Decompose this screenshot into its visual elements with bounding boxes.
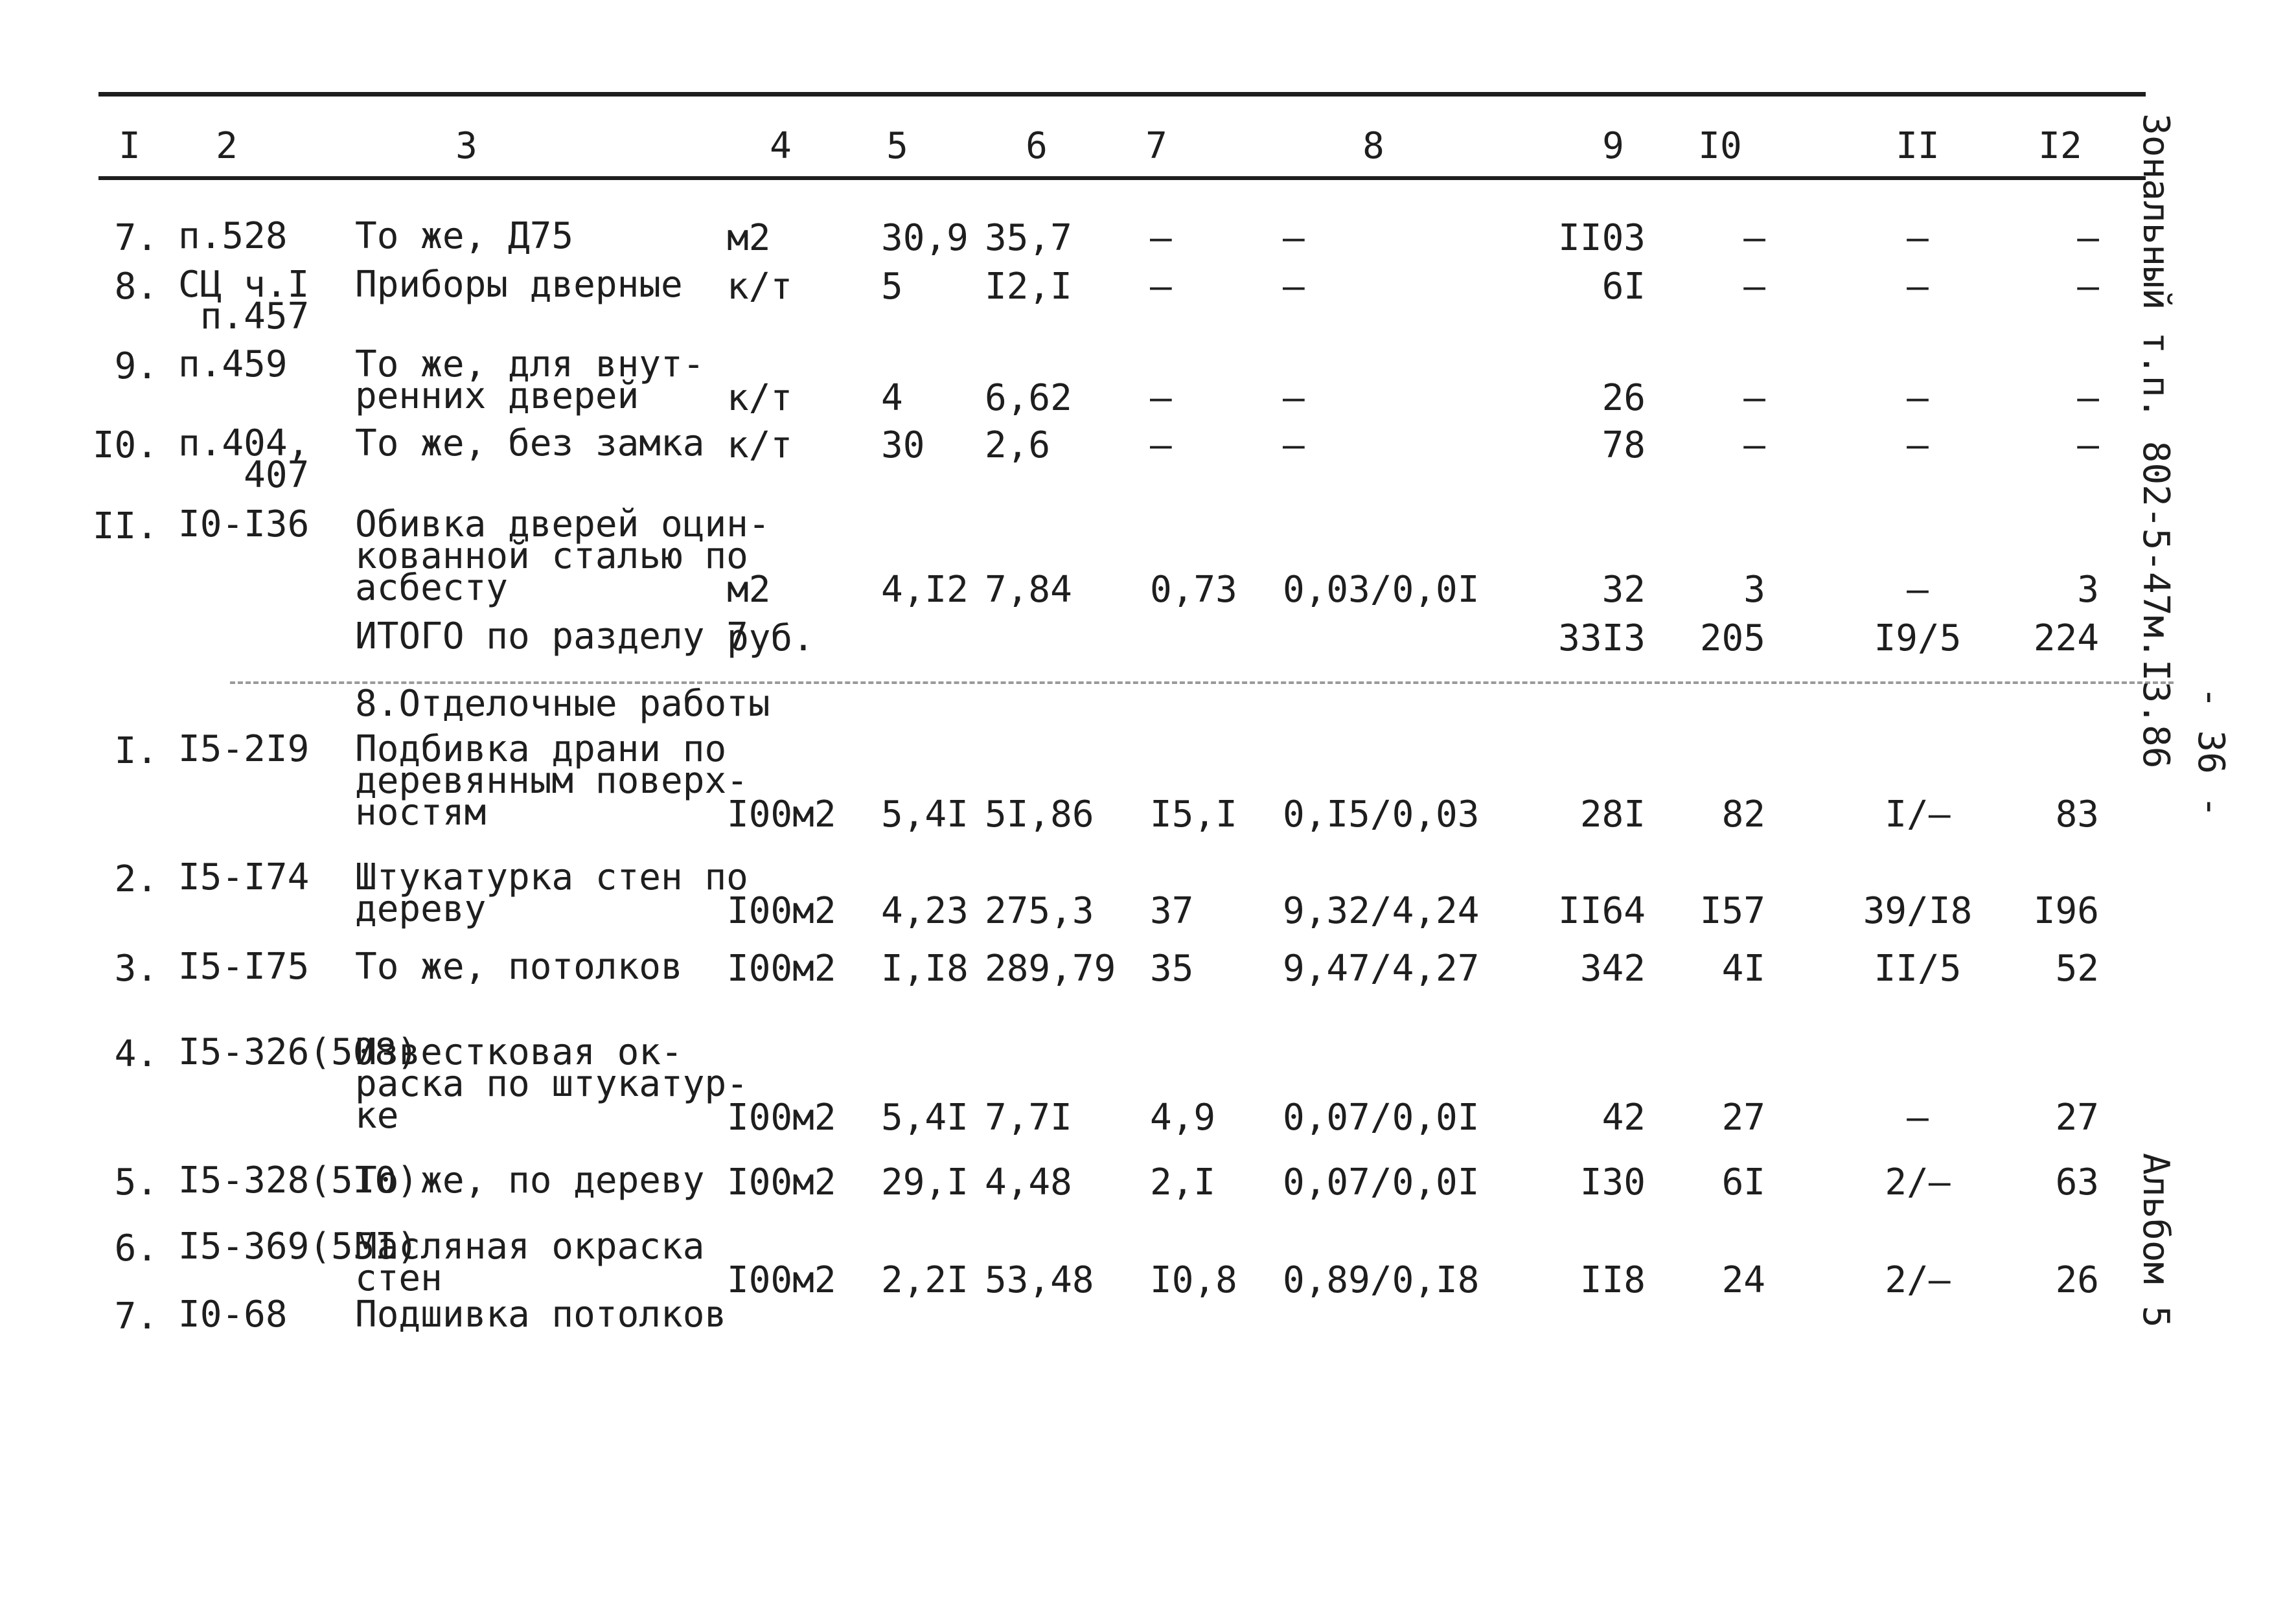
value-col-6: 4,48 <box>985 1161 1072 1203</box>
value-col-5: I,I8 <box>881 948 969 990</box>
value-col-12: I96 <box>2033 890 2099 932</box>
table-top-rule <box>98 92 2146 97</box>
column-header: 7 <box>1145 125 1167 167</box>
value-col-8: – <box>1283 424 1305 466</box>
row-number: II. <box>92 505 158 547</box>
value-col-6: 6,62 <box>985 377 1072 419</box>
work-name: ИТОГО по разделу 7 <box>355 615 748 657</box>
unit-cell: I00м2 <box>727 793 836 836</box>
row-number: 3. <box>114 948 158 990</box>
value-col-11: I/– <box>1885 793 1951 836</box>
value-col-6: 7,7I <box>985 1097 1072 1139</box>
column-header: II <box>1896 125 1940 167</box>
value-col-6: 53,48 <box>985 1259 1094 1301</box>
value-col-6: 5I,86 <box>985 793 1094 836</box>
rate-code: I5-328(5I0) <box>178 1159 419 1202</box>
value-col-7: 4,9 <box>1150 1097 1216 1139</box>
column-header: 9 <box>1602 125 1624 167</box>
value-col-9: I30 <box>1579 1161 1646 1203</box>
value-col-9: II64 <box>1558 890 1646 932</box>
work-name: То же, для внут- ренних дверей <box>355 343 705 417</box>
value-col-10: 6I <box>1721 1161 1765 1203</box>
value-col-12: 63 <box>2055 1161 2099 1203</box>
value-col-9: 78 <box>1601 424 1646 466</box>
rate-code: СЦ ч.I п.457 <box>178 264 310 337</box>
value-col-8: 9,32/4,24 <box>1283 890 1480 932</box>
value-col-7: 35 <box>1150 948 1194 990</box>
value-col-7: – <box>1150 217 1172 259</box>
row-number: I0. <box>92 424 158 466</box>
row-number: I. <box>114 730 158 772</box>
column-header: 5 <box>886 125 908 167</box>
value-col-6: 7,84 <box>985 569 1072 611</box>
column-header: 6 <box>1026 125 1048 167</box>
rate-code: I5-369(55I) <box>178 1225 419 1268</box>
value-col-6: 289,79 <box>985 948 1116 990</box>
value-col-10: – <box>1743 424 1765 466</box>
work-name: Штукатурка стен по дереву <box>355 856 748 930</box>
value-col-11: – <box>1907 569 1929 611</box>
value-col-12: – <box>2077 217 2099 259</box>
value-col-8: – <box>1283 266 1305 308</box>
row-number: 9. <box>114 345 158 387</box>
work-name: Подшивка потолков <box>355 1294 727 1336</box>
value-col-8: 0,07/0,0I <box>1283 1161 1480 1203</box>
value-col-6: 2,6 <box>985 424 1051 466</box>
value-col-10: – <box>1743 217 1765 259</box>
column-header: 8 <box>1362 125 1384 167</box>
value-col-6: 275,3 <box>985 890 1094 932</box>
rate-code: I0-I36 <box>178 503 310 545</box>
value-col-12: – <box>2077 266 2099 308</box>
rate-code: I5-I75 <box>178 946 310 988</box>
unit-cell: м2 <box>727 569 771 611</box>
value-col-11: – <box>1907 1097 1929 1139</box>
column-header: 2 <box>216 125 238 167</box>
column-header: I2 <box>2038 125 2082 167</box>
value-col-7: 2,I <box>1150 1161 1216 1203</box>
value-col-7: I0,8 <box>1150 1259 1237 1301</box>
work-name: То же, без замка <box>355 422 705 464</box>
value-col-10: 3 <box>1743 569 1765 611</box>
rate-code: I5-I74 <box>178 856 310 898</box>
value-col-8: 0,03/0,0I <box>1283 569 1480 611</box>
value-col-6: I2,I <box>985 266 1072 308</box>
value-col-11: 2/– <box>1885 1259 1951 1301</box>
value-col-5: 4,I2 <box>881 569 969 611</box>
work-name: Подбивка драни по деревянным поверх- ностям <box>355 728 748 834</box>
value-col-9: 28I <box>1579 793 1646 836</box>
rate-code: I0-68 <box>178 1294 288 1336</box>
row-number: 2. <box>114 858 158 900</box>
row-number: 5. <box>114 1161 158 1203</box>
work-name: То же, по дереву <box>355 1159 705 1202</box>
value-col-9: II8 <box>1579 1259 1646 1301</box>
page-number: - 36 - <box>2190 687 2232 818</box>
value-col-11: – <box>1907 424 1929 466</box>
work-name: 8.Отделочные работы <box>355 683 770 725</box>
unit-cell: I00м2 <box>727 1161 836 1203</box>
value-col-5: 30,9 <box>881 217 969 259</box>
value-col-9: 342 <box>1579 948 1646 990</box>
unit-cell: I00м2 <box>727 948 836 990</box>
row-number: 7. <box>114 217 158 259</box>
unit-cell: руб. <box>727 617 814 659</box>
unit-cell: м2 <box>727 217 771 259</box>
value-col-5: 2,2I <box>881 1259 969 1301</box>
value-col-7: 0,73 <box>1150 569 1237 611</box>
column-header: 3 <box>455 125 477 167</box>
value-col-5: 4,23 <box>881 890 969 932</box>
value-col-11: – <box>1907 377 1929 419</box>
value-col-9: 42 <box>1601 1097 1646 1139</box>
column-header: I <box>119 125 141 167</box>
value-col-8: 0,I5/0,03 <box>1283 793 1480 836</box>
value-col-5: 5,4I <box>881 1097 969 1139</box>
work-name: Известковая ок- раска по штукатур- ке <box>355 1031 748 1137</box>
value-col-8: 9,47/4,27 <box>1283 948 1480 990</box>
value-col-7: I5,I <box>1150 793 1237 836</box>
work-name: Масляная окраска стен <box>355 1225 705 1299</box>
column-header: I0 <box>1698 125 1742 167</box>
rate-code: I5-2I9 <box>178 728 310 770</box>
value-col-12: – <box>2077 377 2099 419</box>
value-col-11: II/5 <box>1874 948 1962 990</box>
unit-cell: I00м2 <box>727 890 836 932</box>
document-reference: Зональный т.п. 802-5-47м.I3.86 <box>2135 113 2177 769</box>
value-col-6: 35,7 <box>985 217 1072 259</box>
value-col-8: 0,07/0,0I <box>1283 1097 1480 1139</box>
value-col-9: 32 <box>1601 569 1646 611</box>
value-col-5: 5 <box>881 266 903 308</box>
rate-code: п.459 <box>178 343 288 385</box>
rate-code: п.404, 407 <box>178 422 310 496</box>
unit-cell: к/т <box>727 266 793 308</box>
value-col-10: 24 <box>1721 1259 1765 1301</box>
value-col-9: 6I <box>1601 266 1646 308</box>
value-col-11: – <box>1907 217 1929 259</box>
value-col-5: 4 <box>881 377 903 419</box>
unit-cell: I00м2 <box>727 1097 836 1139</box>
value-col-9: 33I3 <box>1558 617 1646 659</box>
value-col-10: 82 <box>1721 793 1765 836</box>
row-number: 8. <box>114 266 158 308</box>
table-header-rule <box>98 176 2146 180</box>
value-col-12: 52 <box>2055 948 2099 990</box>
work-name: То же, Д75 <box>355 215 574 257</box>
value-col-10: – <box>1743 377 1765 419</box>
work-name: Приборы дверные <box>355 264 683 306</box>
value-col-10: 205 <box>1699 617 1765 659</box>
row-number: 7. <box>114 1295 158 1338</box>
value-col-12: 83 <box>2055 793 2099 836</box>
value-col-8: 0,89/0,I8 <box>1283 1259 1480 1301</box>
value-col-8: – <box>1283 377 1305 419</box>
album-label: Альбом 5 <box>2135 1153 2177 1328</box>
rate-code: п.528 <box>178 215 288 257</box>
value-col-11: I9/5 <box>1874 617 1962 659</box>
work-name: То же, потолков <box>355 946 683 988</box>
value-col-5: 5,4I <box>881 793 969 836</box>
value-col-5: 30 <box>881 424 925 466</box>
value-col-9: 26 <box>1601 377 1646 419</box>
value-col-8: – <box>1283 217 1305 259</box>
value-col-12: 27 <box>2055 1097 2099 1139</box>
value-col-7: – <box>1150 377 1172 419</box>
value-col-10: I57 <box>1699 890 1765 932</box>
value-col-11: 39/I8 <box>1863 890 1973 932</box>
value-col-9: II03 <box>1558 217 1646 259</box>
value-col-10: – <box>1743 266 1765 308</box>
value-col-10: 27 <box>1721 1097 1765 1139</box>
value-col-7: – <box>1150 266 1172 308</box>
value-col-11: – <box>1907 266 1929 308</box>
value-col-7: 37 <box>1150 890 1194 932</box>
value-col-12: 3 <box>2077 569 2099 611</box>
value-col-5: 29,I <box>881 1161 969 1203</box>
unit-cell: I00м2 <box>727 1259 836 1301</box>
value-col-11: 2/– <box>1885 1161 1951 1203</box>
row-number: 4. <box>114 1033 158 1075</box>
value-col-7: – <box>1150 424 1172 466</box>
unit-cell: к/т <box>727 424 793 466</box>
value-col-12: 26 <box>2055 1259 2099 1301</box>
rate-code: I5-326(508) <box>178 1031 419 1073</box>
unit-cell: к/т <box>727 377 793 419</box>
column-header: 4 <box>770 125 792 167</box>
value-col-12: – <box>2077 424 2099 466</box>
value-col-10: 4I <box>1721 948 1765 990</box>
work-name: Обивка дверей оцин- кованной сталью по асбесту <box>355 503 770 609</box>
value-col-12: 224 <box>2033 617 2099 659</box>
row-number: 6. <box>114 1227 158 1270</box>
